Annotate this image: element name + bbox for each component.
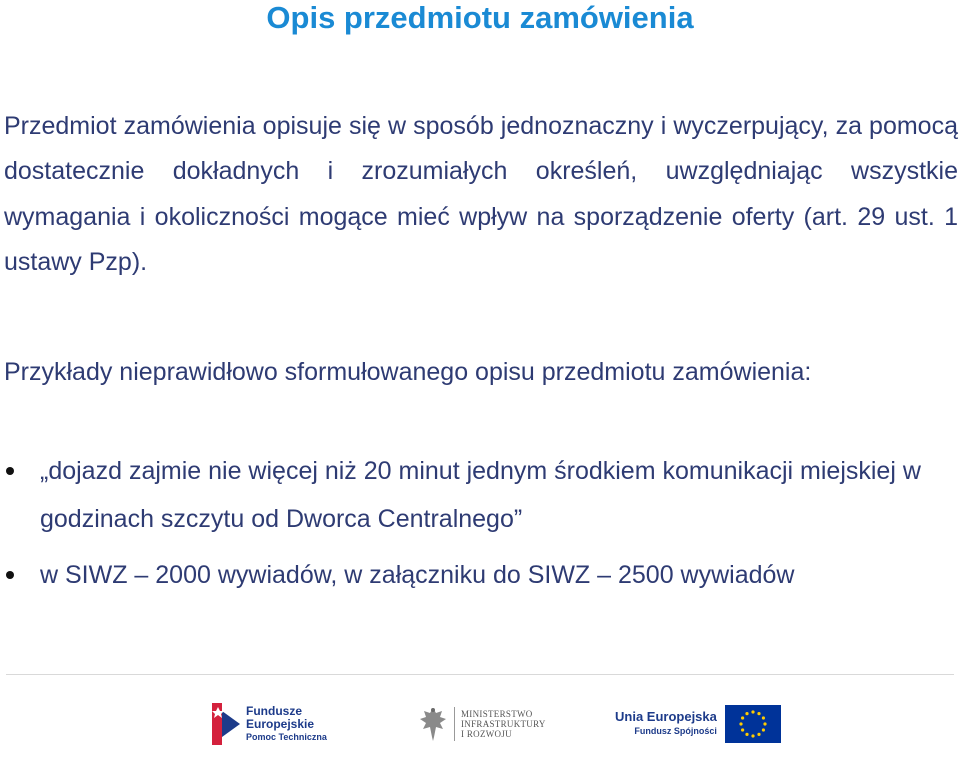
logo-text: Pomoc Techniczna — [246, 731, 327, 742]
unia-europejska-logo — [615, 696, 781, 752]
eu-star-icon — [741, 716, 744, 719]
eu-star-icon — [741, 728, 744, 731]
eu-star-icon — [762, 728, 765, 731]
eu-flag-icon — [725, 705, 781, 743]
examples-list — [0, 447, 958, 607]
eu-star-icon — [751, 734, 754, 737]
slide-title: Opis przedmiotu zamówienia — [266, 0, 694, 35]
eu-star-icon — [762, 716, 765, 719]
logo-text: Unia Europejska — [615, 709, 717, 724]
eu-star-icon — [745, 712, 748, 715]
fundusze-europejskie-icon — [212, 703, 240, 745]
eu-star-icon — [745, 733, 748, 736]
list-item — [0, 551, 958, 599]
logo-text: Fundusze — [246, 703, 302, 718]
bullet-icon — [6, 467, 14, 475]
footer-divider — [6, 674, 954, 675]
list-item — [0, 447, 958, 543]
list-item-text: „dojazd zajmie nie więcej niż 20 minut jednym środkiem komunikacji miejskiej w godzinach szczytu od Dworca Centralnego” — [40, 457, 921, 533]
list-item-text: w SIWZ – 2000 wywiadów, w załączniku do SIWZ – 2500 wywiadów — [40, 561, 795, 589]
logo-text: I ROZWOJU — [461, 729, 512, 739]
fundusze-europejskie-logo — [212, 696, 327, 752]
ministerstwo-logo — [418, 696, 546, 752]
eu-star-icon — [757, 733, 760, 736]
logo-text: Fundusz Spójności — [634, 726, 717, 736]
eu-star-icon — [757, 712, 760, 715]
logo-text: MINISTERSTWO — [461, 709, 533, 719]
logo-text: INFRASTRUKTURY — [461, 719, 546, 729]
eu-star-icon — [763, 722, 766, 725]
examples-intro: Przykłady nieprawidłowo sformułowanego opisu przedmiotu zamówienia: — [4, 358, 812, 386]
eu-star-icon — [751, 710, 754, 713]
definition-paragraph: Przedmiot zamówienia opisuje się w sposób jednoznaczny i wyczerpujący, za pomocą dostatecznie dokładnych i zrozumiałych określeń, uwzględniając wszystkie wymagania i okoliczności mogące mieć wpływ na sporządzenie oferty (art. 29 ust. 1 ustawy Pzp). — [4, 112, 958, 276]
logo-text: Europejskie — [246, 716, 315, 731]
eagle-emblem-icon — [418, 705, 448, 743]
eu-star-icon — [739, 722, 742, 725]
bullet-icon — [6, 571, 14, 579]
